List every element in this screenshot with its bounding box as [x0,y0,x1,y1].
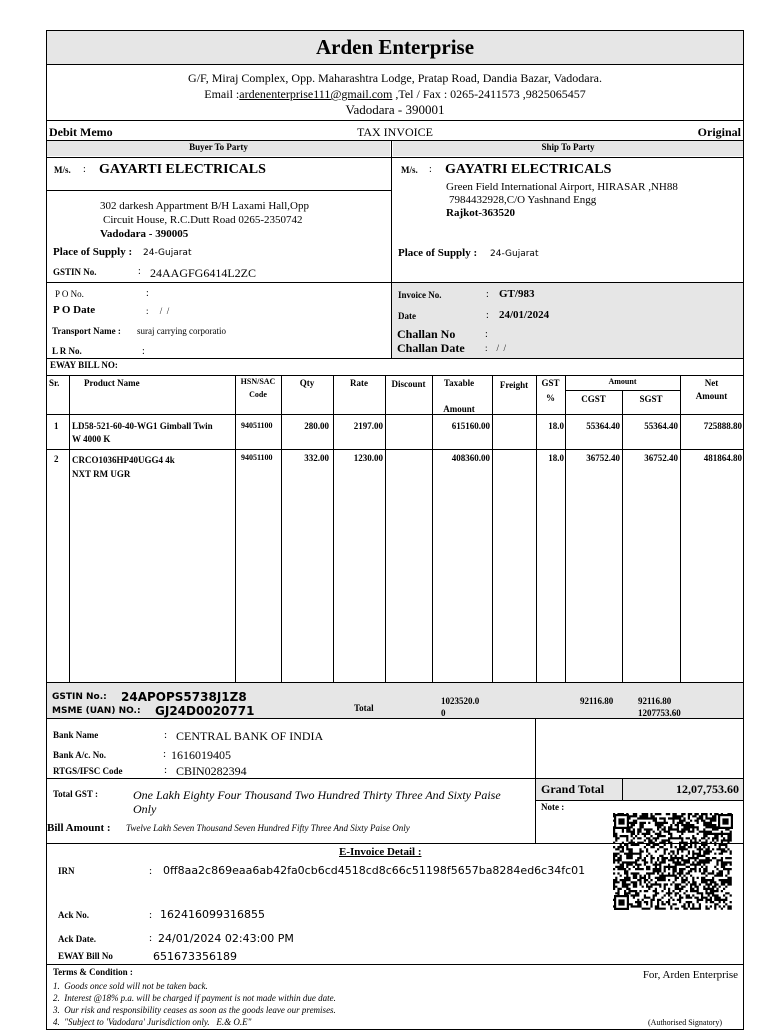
grand-total-label: Grand Total [541,782,605,796]
bill-amount-label: Bill Amount : [47,822,111,834]
challan-no-label: Challan No [397,327,456,341]
bank-name: CENTRAL BANK OF INDIA [176,729,324,743]
buyer-heading: Buyer To Party [189,142,248,152]
total-sgst: 92116.80 [638,696,672,706]
ack-no-value: 162416099316855 [160,908,265,921]
challan-date-label: Challan Date [397,341,465,355]
po-no-value: : [146,288,149,299]
grand-total-value: 12,07,753.60 [676,782,739,796]
ship-ms-label: M/s. [401,165,418,175]
total-gst-words-line1: One Lakh Eighty Four Thousand Two Hundred Thirty Three And Sixty Paise [133,788,501,802]
col-freight: Freight [499,380,529,390]
irn-value: 0ff8aa2c869eaa6ab42fa0cb6cd4518cd8c66c51198f5657ba8284ed6c34fc01 [163,864,586,877]
ship-address-line1: Green Field International Airport, HIRASAR ,NH88 [446,181,678,193]
authorised-signatory: (Authorised Signatory) [648,1018,722,1027]
col-discount: Discount [391,379,426,389]
total-gst-label: Total GST : [53,789,99,799]
eway-bill-no-label: EWAY Bill No [58,951,113,961]
terms-item: 4. "Subject to 'Vadodara' Jurisdiction only. E.& O.E" [53,1017,252,1027]
seller-gstin: 24APOPS5738J1Z8 [121,690,247,704]
ship-place-of-supply-label: Place of Supply : [398,247,478,259]
col-product: Product Name [84,378,140,388]
email-link[interactable]: ardenenterprise111@gmail.com [239,87,393,101]
eway-bill-label: EWAY BILL NO: [50,360,118,370]
buyer-ms-label: M/s. [54,165,71,175]
po-date-label: P O Date [53,304,96,316]
buyer-gstin: 24AAGFG6414L2ZC [150,266,257,280]
po-no-label: P O No. [55,289,84,299]
qr-code-icon [613,813,734,911]
lr-no-label: L R No. [52,346,82,356]
col-qty: Qty [299,378,315,388]
company-city: Vadodara - 390001 [345,102,445,117]
total-net: 1207753.60 [638,708,681,718]
invoice-date-label: Date [398,311,416,321]
seller-gstin-label: GSTIN No.: [52,692,107,702]
challan-no-value: : [485,329,488,340]
msme-number: GJ24D0020771 [155,704,255,718]
phone-numbers: ,Tel / Fax : 0265-2411573 ,9825065457 [392,87,586,101]
company-contact [46,87,744,102]
terms-item: 3. Our risk and responsibility ceases as soon as the goods leave our premises. [53,1005,336,1015]
terms-item: 1. Goods once sold will not be taken back. [53,981,208,991]
bank-ifsc: CBIN0282394 [176,764,247,778]
copy-type: Original [697,125,741,139]
invoice-date: 24/01/2024 [499,309,550,321]
eway-bill-no: 651673356189 [153,950,237,963]
company-address: G/F, Miraj Complex, Opp. Maharashtra Lodge, Pratap Road, Dandia Bazar, Vadodara. [188,71,602,85]
ship-address-line2: 7984432928,C/O Yashnand Engg [449,194,597,206]
terms-item: 2. Interest @18% p.a. will be charged if payment is not made within due date. [53,993,336,1003]
col-amount: Amount [608,377,637,386]
buyer-place-of-supply: 24-Gujarat [143,248,192,258]
ship-name: GAYATRI ELECTRICALS [445,162,612,177]
total-taxable: 1023520.0 [441,696,480,706]
msme-label: MSME (UAN) NO.: [52,706,141,716]
col-taxable: Taxable [443,378,475,388]
ack-date-value: 24/01/2024 02:43:00 PM [158,932,294,945]
company-name: Arden Enterprise [315,35,475,59]
bank-name-label: Bank Name [53,730,99,740]
buyer-gstin-label: GSTIN No. [53,267,97,277]
col-cgst: CGST [581,394,606,404]
bill-amount-words: Twelve Lakh Seven Thousand Seven Hundred Fifty Three And Sixty Paise Only [126,823,410,833]
memo-type: Debit Memo [49,125,113,139]
ack-date-label: Ack Date. [58,934,96,944]
col-sr: Sr. [49,378,60,388]
irn-label: IRN [58,866,75,876]
col-gst: GST [541,378,560,388]
bank-ac-no: 1616019405 [171,748,231,762]
ship-place-of-supply: 24-Gujarat [490,249,539,259]
for-company: For, Arden Enterprise [642,969,738,981]
buyer-name: GAYARTI ELECTRICALS [99,162,266,177]
ship-heading: Ship To Party [541,142,595,152]
lr-no-value: : [142,346,145,357]
transport-label: Transport Name : [52,326,121,336]
buyer-address-line3: Vadodara - 390005 [100,228,189,240]
col-hsn: HSN/SAC [240,377,276,386]
note-label: Note : [541,802,565,812]
terms-title: Terms & Condition : [53,967,133,977]
total-label: Total [354,703,374,713]
col-net: Net [704,378,719,388]
total-gst-words-line2: Only [133,802,157,816]
ack-no-label: Ack No. [58,910,89,920]
einvoice-title: E-Invoice Detail : [339,846,422,858]
transport-value: suraj carrying corporatio [137,326,226,336]
buyer-address-line1: 302 darkesh Appartment B/H Laxami Hall,Opp [100,200,309,212]
col-sgst: SGST [639,394,663,404]
bank-ac-label: Bank A/c. No. [53,750,107,760]
challan-date-value: : / / [485,343,507,353]
po-date-value: : / / [146,306,170,316]
col-rate: Rate [350,378,368,388]
buyer-place-of-supply-label: Place of Supply : [53,246,133,258]
ship-address-line3: Rajkot-363520 [446,207,516,219]
invoice-type: TAX INVOICE [356,125,434,139]
invoice-no-label: Invoice No. [398,290,442,300]
invoice-no: GT/983 [499,288,535,300]
bank-ifsc-label: RTGS/IFSC Code [53,766,123,776]
buyer-address-line2: Circuit House, R.C.Dutt Road 0265-2350742 [103,214,303,226]
total-cgst: 92116.80 [580,696,614,706]
email-label: Email : [204,87,240,101]
